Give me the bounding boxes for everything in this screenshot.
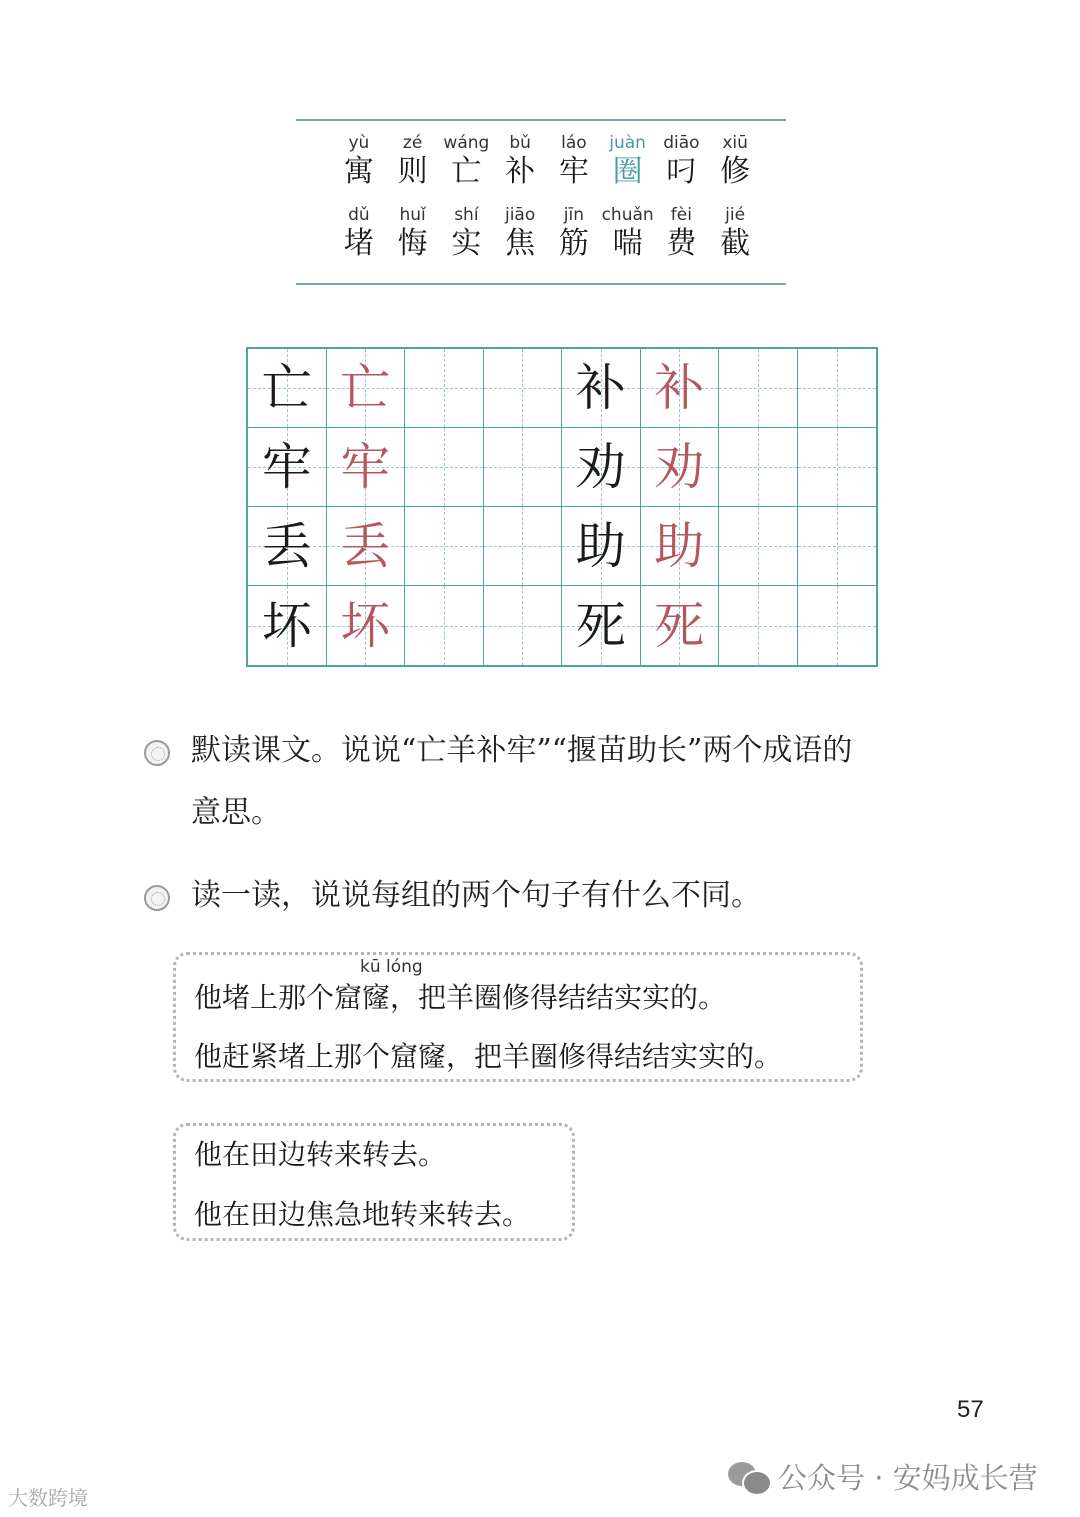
watermark-wechat: [728, 1456, 1038, 1497]
watermark-left: 大数跨境: [8, 1486, 88, 1510]
grid-cell: [248, 586, 327, 665]
vocab-item: [601, 205, 655, 263]
pinyin: jié: [725, 205, 746, 225]
grid-cell: [327, 507, 406, 586]
grid-cell-empty: [719, 586, 798, 665]
vocab-item: [440, 205, 494, 263]
trace-char: 助: [654, 517, 705, 575]
grid-cell: [562, 586, 641, 665]
exercise-bullet-icon: [144, 740, 170, 766]
pinyin: shí: [454, 205, 479, 225]
pinyin: chuǎn: [601, 205, 654, 225]
grid-cell: [562, 507, 641, 586]
vocab-item: [386, 205, 440, 263]
grid-cell-empty: [405, 586, 484, 665]
vocab-item: [386, 133, 440, 191]
pinyin: jīn: [563, 205, 584, 225]
hanzi: 堵: [343, 226, 374, 261]
grid-cell-empty: [405, 428, 484, 507]
pinyin: bǔ: [509, 133, 531, 153]
grid-cell: [562, 349, 641, 428]
exercise-1-line-1: 默读课文。说说“亡羊补牢”“揠苗助长”两个成语的: [191, 733, 853, 768]
grid-cell-empty: [798, 507, 877, 586]
model-char: 亡: [261, 359, 312, 417]
vocab-item: [708, 205, 762, 263]
hanzi: 费: [666, 226, 697, 261]
grid-cell-empty: [484, 428, 563, 507]
hanzi: 喘: [612, 226, 643, 261]
pinyin: juàn: [609, 133, 646, 153]
sentence: 他赶紧堵上那个窟窿，把羊圈修得结结实实的。: [194, 1040, 783, 1073]
page-number: 57: [957, 1396, 984, 1423]
pinyin: diāo: [663, 133, 700, 153]
trace-char: 丢: [340, 517, 391, 575]
vocab-item: [547, 133, 601, 191]
grid-cell-empty: [719, 428, 798, 507]
writing-grid: [246, 347, 878, 667]
vocab-item: [440, 133, 494, 191]
model-char: 丢: [261, 517, 312, 575]
model-char: 助: [575, 517, 626, 575]
grid-cell-empty: [719, 349, 798, 428]
grid-cell: [641, 507, 720, 586]
sentence-group-1: [173, 952, 863, 1082]
exercise-bullet-icon: [144, 885, 170, 911]
hanzi: 筋: [558, 226, 589, 261]
model-char: 补: [575, 359, 626, 417]
hanzi: 寓: [343, 154, 374, 189]
vocab-item: [493, 133, 547, 191]
hanzi: 牢: [558, 154, 589, 189]
grid-cell: [327, 349, 406, 428]
model-char: 牢: [261, 438, 312, 496]
trace-char: 亡: [340, 359, 391, 417]
grid-cell-empty: [484, 586, 563, 665]
hanzi: 焦: [505, 226, 536, 261]
vocab-item: [332, 205, 386, 263]
grid-cell: [248, 428, 327, 507]
hanzi: 则: [397, 154, 428, 189]
trace-char: 补: [654, 359, 705, 417]
vocab-item: [655, 133, 709, 191]
hanzi: 补: [505, 154, 536, 189]
grid-cell: [248, 349, 327, 428]
sentence: 他在田边转来转去。: [194, 1138, 447, 1171]
watermark-text: 公众号 · 安妈成长营: [778, 1461, 1038, 1495]
exercise-2-text: 读一读，说说每组的两个句子有什么不同。: [191, 878, 761, 913]
pinyin: dǔ: [348, 205, 370, 225]
grid-cell: [641, 586, 720, 665]
grid-cell-empty: [798, 428, 877, 507]
grid-cell-empty: [798, 586, 877, 665]
grid-cell: [327, 428, 406, 507]
trace-char: 坏: [340, 596, 391, 655]
vocabulary-row-1: [332, 133, 762, 191]
vocab-item: [332, 133, 386, 191]
model-char: 坏: [261, 596, 312, 655]
pinyin: huǐ: [399, 205, 426, 225]
grid-cell-empty: [484, 349, 563, 428]
grid-cell-empty: [405, 349, 484, 428]
vocab-item: [493, 205, 547, 263]
pinyin-annotation: kū lóng: [360, 957, 423, 977]
trace-char: 牢: [340, 438, 391, 496]
trace-char: 死: [654, 596, 705, 655]
grid-cell-empty: [719, 507, 798, 586]
vocab-item: [708, 133, 762, 191]
grid-cell: [248, 507, 327, 586]
sentence-group-2: [173, 1123, 575, 1241]
hanzi: 截: [720, 226, 751, 261]
exercise-1-line-2: 意思。: [191, 795, 281, 830]
pinyin: fèi: [670, 205, 692, 225]
grid-cell: [641, 349, 720, 428]
pinyin: zé: [402, 133, 423, 153]
grid-cell-empty: [405, 507, 484, 586]
pinyin: xiū: [722, 133, 748, 153]
sentence: 他在田边焦急地转来转去。: [194, 1198, 531, 1231]
vocab-item-highlighted: [601, 133, 655, 191]
grid-cell-empty: [484, 507, 563, 586]
hanzi: 叼: [666, 154, 697, 189]
model-char: 劝: [575, 438, 626, 496]
hanzi: 亡: [451, 154, 482, 189]
hanzi: 圈: [612, 154, 643, 189]
wechat-icon: [728, 1460, 770, 1494]
grid-cell-empty: [798, 349, 877, 428]
hanzi: 实: [451, 226, 482, 261]
vocab-item: [547, 205, 601, 263]
pinyin: wáng: [443, 133, 490, 153]
vocabulary-row-2: [332, 205, 762, 263]
vocabulary-box: [296, 119, 786, 285]
sentence: 他堵上那个窟窿，把羊圈修得结结实实的。: [194, 981, 727, 1014]
trace-char: 劝: [654, 438, 705, 496]
pinyin: jiāo: [504, 205, 536, 225]
grid-cell: [562, 428, 641, 507]
pinyin: yù: [348, 133, 370, 153]
model-char: 死: [575, 596, 626, 655]
hanzi: 悔: [397, 226, 428, 261]
grid-cell: [327, 586, 406, 665]
pinyin: láo: [561, 133, 587, 153]
vocab-item: [655, 205, 709, 263]
hanzi: 修: [720, 154, 751, 189]
grid-cell: [641, 428, 720, 507]
